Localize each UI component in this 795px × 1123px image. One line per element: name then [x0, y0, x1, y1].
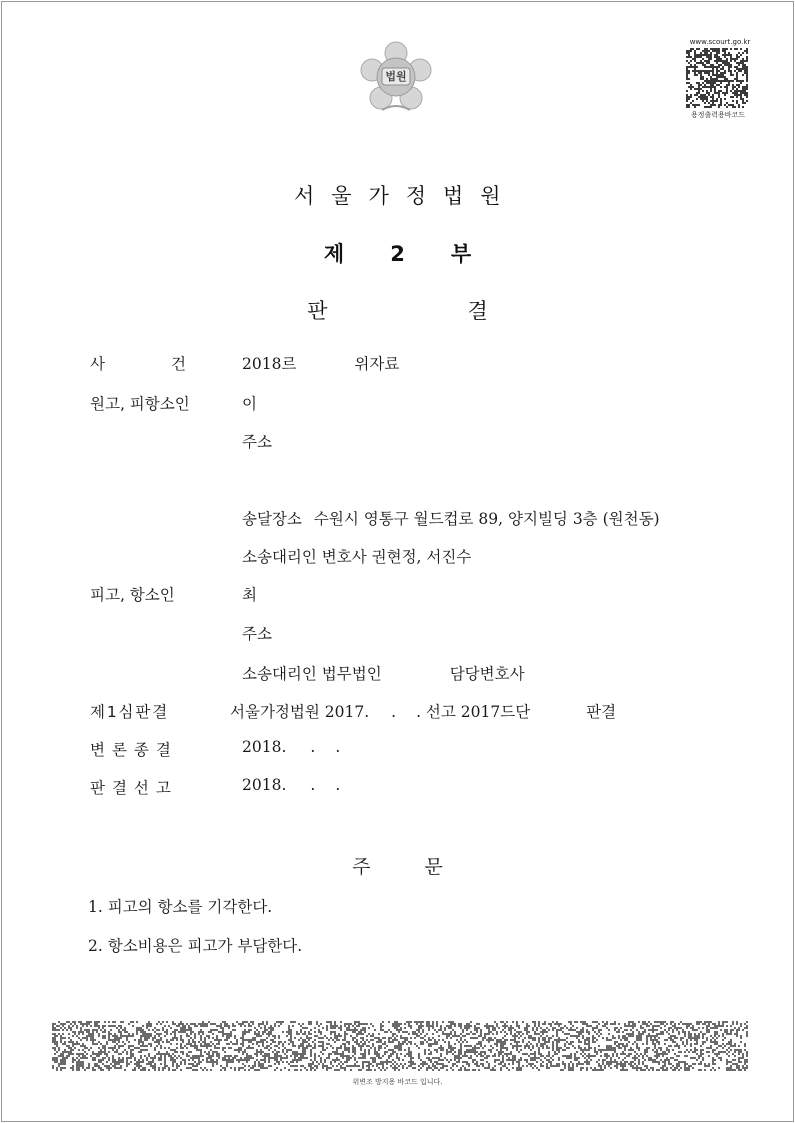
division-suffix: 부 [450, 242, 472, 266]
doc-type-left: 판 [307, 299, 328, 323]
plaintiff-service-address: 송달장소 수원시 영통구 월드컵로 89, 양지빌딩 3층 (원천동) [242, 510, 660, 528]
division-prefix: 제 [323, 242, 345, 266]
plaintiff-label: 원고, 피항소인 [90, 395, 190, 413]
decision-label: 판결선고 [90, 779, 178, 797]
order-title: 주 문 [352, 856, 443, 878]
defendant-counsel: 소송대리인 법무법인 담당변호사 [242, 665, 525, 683]
order-item-2: 2. 항소비용은 피고가 부담한다. [88, 937, 303, 955]
first-instance-label: 제1심판결 [90, 703, 170, 721]
case-title: 위자료 [354, 355, 400, 373]
qr-url: www.scourt.go.kr [689, 38, 751, 46]
emblem-label: 법원 [385, 70, 407, 83]
case-number: 2018르 [242, 355, 297, 373]
document-type [0, 295, 795, 325]
defendant-name: 최 [242, 586, 257, 604]
defendant-label: 피고, 항소인 [90, 586, 175, 604]
closing-date: 2018. . . [242, 738, 341, 756]
doc-type-right: 결 [467, 299, 488, 323]
court-name: 서 울 가 정 법 원 [294, 184, 501, 208]
defendant-address-label: 주소 [242, 625, 272, 643]
closing-label: 변론종결 [90, 741, 178, 759]
plaintiff-counsel: 소송대리인 변호사 권현정, 서진수 [242, 548, 472, 566]
barcode-caption: 위변조 방지용 바코드 입니다. [352, 1078, 443, 1086]
decision-date: 2018. . . [242, 776, 341, 794]
division-number: 2 [390, 242, 405, 266]
court-emblem [360, 40, 432, 116]
qr-caption: 용정출력용바코드 [690, 111, 746, 119]
plaintiff-name: 이 [242, 395, 257, 413]
anti-forgery-barcode [52, 1021, 748, 1071]
qr-code [686, 48, 748, 108]
case-value [242, 352, 399, 374]
division-title [0, 238, 795, 268]
plaintiff-address-label: 주소 [242, 433, 272, 451]
order-item-1: 1. 피고의 항소를 기각한다. [88, 898, 273, 916]
case-label: 사 건 [90, 355, 186, 373]
first-instance-value: 서울가정법원 2017. . . 선고 2017드단 판결 [230, 703, 617, 721]
